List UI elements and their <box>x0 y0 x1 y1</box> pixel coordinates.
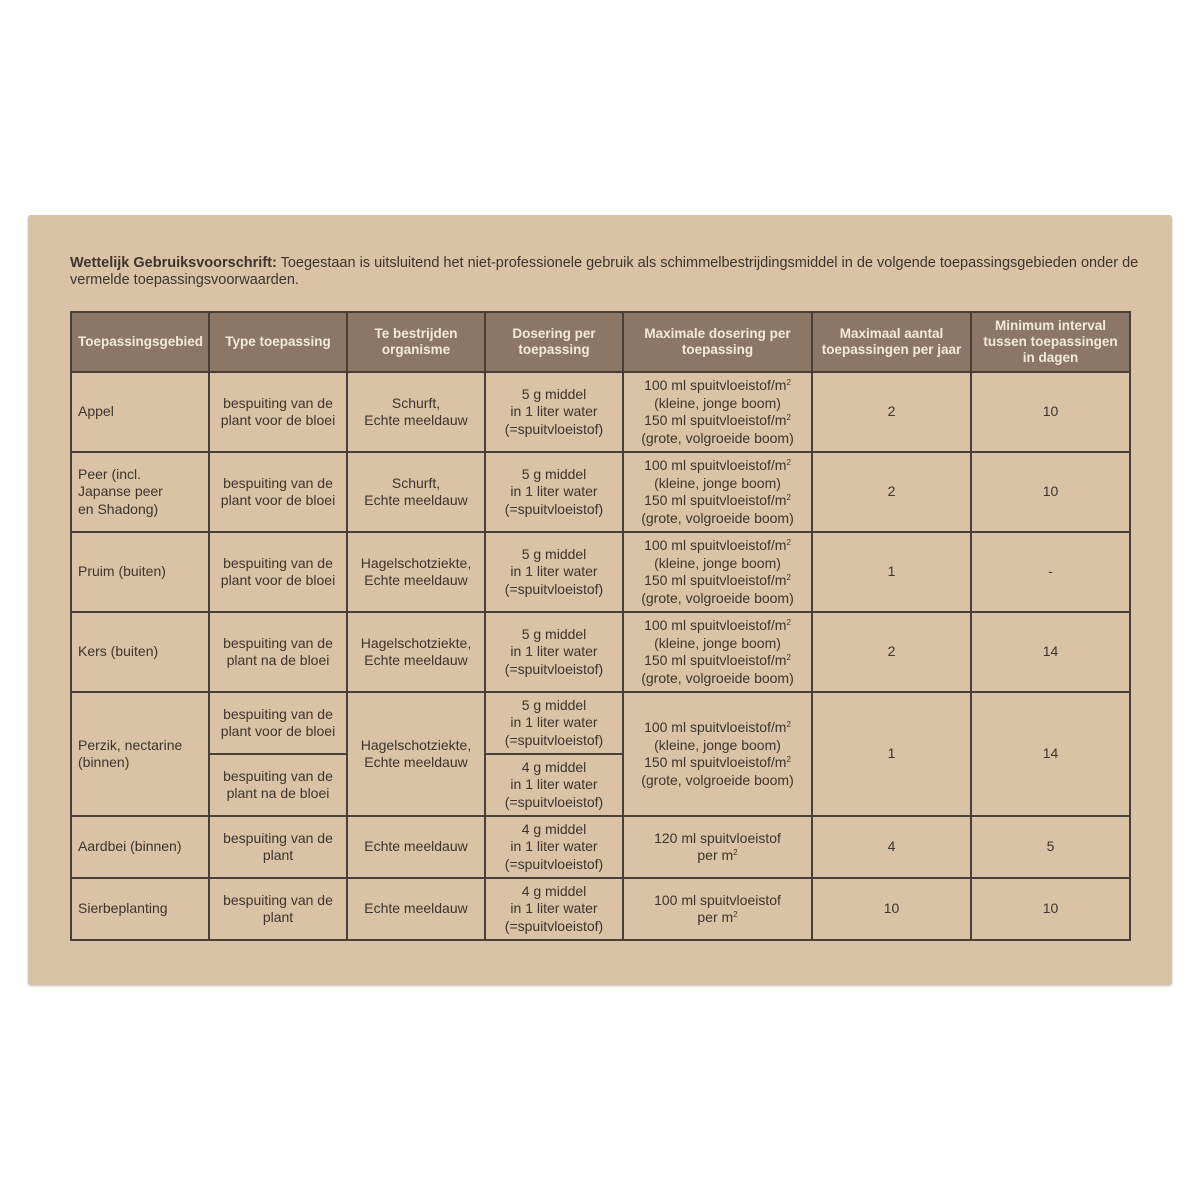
cell-area: Kers (buiten) <box>71 612 209 692</box>
cell-area: Aardbei (binnen) <box>71 816 209 878</box>
cell-max-dose: 100 ml spuitvloeistof/$m^2$ (kleine, jonge boom) 150 ml spuitvloeistof/$m^2$ (grote, volgroeide boom) <box>623 692 812 816</box>
header-dose: Dosering per toepassing <box>485 312 623 372</box>
cell-count: 2 <box>812 372 971 452</box>
cell-type: bespuiting van de plant na de bloei <box>209 754 347 816</box>
cell-area: Perzik, nectarine (binnen) <box>71 692 209 816</box>
application-table <box>70 311 1131 941</box>
cell-organism: Echte meeldauw <box>347 816 485 878</box>
table-row <box>71 452 1130 532</box>
cell-dose: 4 g middel in 1 liter water (=spuitvloeistof) <box>485 878 623 940</box>
cell-max-dose: 100 ml spuitvloeistof per $m^2$ <box>623 878 812 940</box>
cell-dose: 5 g middel in 1 liter water (=spuitvloeistof) <box>485 372 623 452</box>
cell-type: bespuiting van de plant <box>209 816 347 878</box>
cell-interval: 14 <box>971 612 1130 692</box>
usage-instructions-panel <box>28 215 1172 985</box>
cell-dose: 4 g middel in 1 liter water (=spuitvloeistof) <box>485 816 623 878</box>
cell-area: Pruim (buiten) <box>71 532 209 612</box>
table-row <box>71 816 1130 878</box>
cell-interval: 10 <box>971 878 1130 940</box>
cell-max-dose: 100 ml spuitvloeistof/$m^2$ (kleine, jonge boom) 150 ml spuitvloeistof/$m^2$ (grote, volgroeide boom) <box>623 452 812 532</box>
header-max-dose: Maximale dosering per toepassing <box>623 312 812 372</box>
intro-body: Toegestaan is uitsluitend het niet-professionele gebruik als schimmelbestrijdingsmiddel in de volgende toepassingsgebieden onder de vermelde toepassingsvoorwaarden. <box>70 255 1139 288</box>
cell-count: 10 <box>812 878 971 940</box>
cell-dose: 5 g middel in 1 liter water (=spuitvloeistof) <box>485 612 623 692</box>
table-row <box>71 878 1130 940</box>
cell-interval: 14 <box>971 692 1130 816</box>
cell-count: 4 <box>812 816 971 878</box>
cell-interval: 10 <box>971 372 1130 452</box>
header-type: Type toepassing <box>209 312 347 372</box>
header-max-count: Maximaal aantal toepassingen per jaar <box>812 312 971 372</box>
cell-dose: 5 g middel in 1 liter water (=spuitvloeistof) <box>485 692 623 754</box>
cell-organism: Hagelschotziekte, Echte meeldauw <box>347 532 485 612</box>
cell-organism: Schurft, Echte meeldauw <box>347 452 485 532</box>
cell-interval: 5 <box>971 816 1130 878</box>
table-header-row <box>71 312 1130 372</box>
cell-dose: 5 g middel in 1 liter water (=spuitvloeistof) <box>485 452 623 532</box>
cell-organism: Echte meeldauw <box>347 878 485 940</box>
cell-interval: - <box>971 532 1130 612</box>
cell-type: bespuiting van de plant voor de bloei <box>209 452 347 532</box>
cell-max-dose: 100 ml spuitvloeistof/$m^2$ (kleine, jonge boom) 150 ml spuitvloeistof/$m^2$ (grote, volgroeide boom) <box>623 532 812 612</box>
table-row <box>71 532 1130 612</box>
cell-area: Sierbeplanting <box>71 878 209 940</box>
cell-type: bespuiting van de plant voor de bloei <box>209 692 347 754</box>
cell-organism: Schurft, Echte meeldauw <box>347 372 485 452</box>
intro-label: Wettelijk Gebruiksvoorschrift: <box>70 255 277 271</box>
cell-organism: Hagelschotziekte, Echte meeldauw <box>347 692 485 816</box>
cell-dose: 5 g middel in 1 liter water (=spuitvloeistof) <box>485 532 623 612</box>
table-row <box>71 692 1130 754</box>
cell-interval: 10 <box>971 452 1130 532</box>
cell-dose: 4 g middel in 1 liter water (=spuitvloeistof) <box>485 754 623 816</box>
cell-type: bespuiting van de plant <box>209 878 347 940</box>
table-row <box>71 372 1130 452</box>
cell-area: Peer (incl. Japanse peer en Shadong) <box>71 452 209 532</box>
cell-max-dose: 120 ml spuitvloeistof per $m^2$ <box>623 816 812 878</box>
cell-organism: Hagelschotziekte, Echte meeldauw <box>347 612 485 692</box>
cell-area: Appel <box>71 372 209 452</box>
cell-max-dose: 100 ml spuitvloeistof/$m^2$ (kleine, jonge boom) 150 ml spuitvloeistof/$m^2$ (grote, volgroeide boom) <box>623 612 812 692</box>
cell-count: 1 <box>812 692 971 816</box>
cell-max-dose: 100 ml spuitvloeistof/$m^2$ (kleine, jonge boom) 150 ml spuitvloeistof/$m^2$ (grote, volgroeide boom) <box>623 372 812 452</box>
intro-text <box>70 255 1140 289</box>
header-organism: Te bestrijden organisme <box>347 312 485 372</box>
table-row <box>71 612 1130 692</box>
header-interval: Minimum interval tussen toepassingen in dagen <box>971 312 1130 372</box>
header-area: Toepassingsgebied <box>71 312 209 372</box>
cell-type: bespuiting van de plant voor de bloei <box>209 372 347 452</box>
cell-count: 2 <box>812 452 971 532</box>
cell-count: 2 <box>812 612 971 692</box>
cell-type: bespuiting van de plant voor de bloei <box>209 532 347 612</box>
cell-count: 1 <box>812 532 971 612</box>
cell-type: bespuiting van de plant na de bloei <box>209 612 347 692</box>
